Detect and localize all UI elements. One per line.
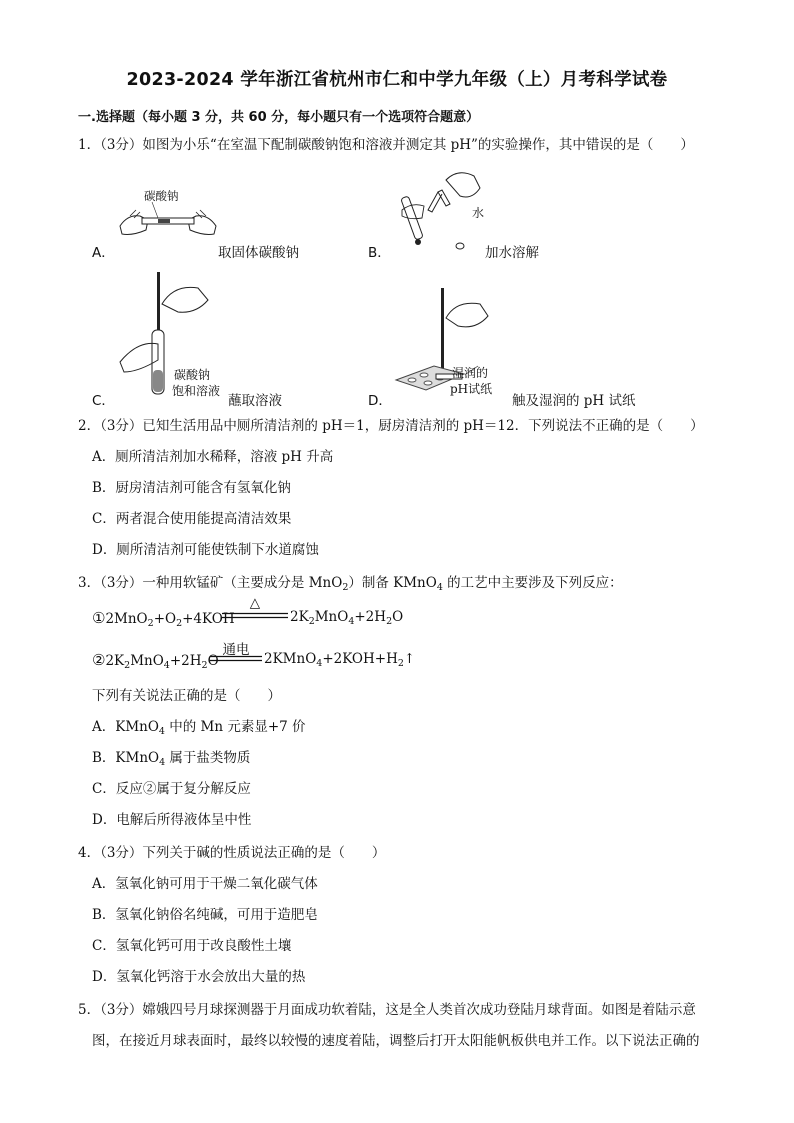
q1-option-a-caption: 取固体碳酸钠: [218, 245, 299, 261]
q3-stem-pre: 3．（3分）一种用软锰矿（主要成分是 MnO: [78, 575, 343, 591]
q1-option-a-letter: A．: [92, 245, 115, 261]
reaction-1-left: [92, 609, 235, 629]
q1-option-d-letter: D．: [368, 393, 392, 409]
q4-option-c: C．氢氧化钙可用于改良酸性土壤: [92, 938, 292, 954]
q3-ask: 下列有关说法正确的是（ ）: [92, 688, 281, 704]
figure-d-label-2: pH试纸: [450, 382, 493, 396]
reaction-2-mark: ②: [92, 651, 106, 669]
q4-option-a: A．氢氧化钠可用于干燥二氧化碳气体: [92, 876, 318, 892]
reaction-1-left-formula: $2MnO_2+O_2+4KOH$: [105, 611, 235, 629]
reaction-1-right-formula: $2K_2MnO_4+2H_2O$: [290, 609, 404, 627]
question-1-stem: 1．（3分）如图为小乐“在室温下配制碳酸钠饱和溶液并测定其 pH”的实验操作，其中错误的是（ ）: [78, 137, 694, 153]
question-4-stem: 4．（3分）下列关于碱的性质说法正确的是（ ）: [78, 845, 386, 861]
figure-c-dip-solution: [118, 270, 238, 402]
reaction-1-mark: ①: [92, 609, 106, 627]
q1-option-b-caption: 加水溶解: [485, 245, 539, 261]
q2-option-d: D．厕所清洁剂可能使铁制下水道腐蚀: [92, 542, 319, 558]
q3-stem-sub2: 4: [436, 582, 443, 593]
q3-stem-post: 的工艺中主要涉及下列反应：: [442, 575, 623, 591]
figure-a-label: 碳酸钠: [144, 189, 179, 203]
q1-option-b-letter: B．: [368, 245, 391, 261]
question-5-line-1: 5．（3分）嫦娥四号月球探测器于月面成功软着陆，这是全人类首次成功登陆月球背面。如图是着陆示意: [78, 1002, 696, 1018]
section-heading: 一.选择题（每小题 3 分，共 60 分，每小题只有一个选项符合题意）: [78, 110, 480, 125]
q3-stem-sub: 2: [342, 582, 349, 593]
reaction-2-left-formula: $2K_2MnO_4+2H_2O$: [105, 653, 219, 671]
page-title: 2023-2024 学年浙江省杭州市仁和中学九年级（上）月考科学试卷: [126, 70, 668, 90]
q2-option-a: A．厕所清洁剂加水稀释，溶液 pH 升高: [92, 449, 334, 465]
q2-option-c: C．两者混合使用能提高清洁效果: [92, 511, 292, 527]
reaction-1-right: [290, 609, 403, 627]
q4-option-d: D．氢氧化钙溶于水会放出大量的热: [92, 969, 306, 985]
figure-b-add-water: [398, 166, 488, 256]
question-5-line-2: 图，在接近月球表面时，最终以较慢的速度着陆，调整后打开太阳能帆板供电并工作。以下说法正确的: [92, 1033, 700, 1049]
figure-c-label-1: 碳酸钠: [174, 368, 211, 382]
q3-option-c: C．反应②属于复分解反应: [92, 781, 251, 797]
q4-option-b: B．氢氧化钠俗名纯碱，可用于造肥皂: [92, 907, 318, 923]
figure-a-take-solid: [118, 186, 218, 246]
q3-option-b: B．KMnO$_4$ 属于盐类物质: [92, 750, 251, 768]
figure-d-label-1: 湿润的: [452, 366, 489, 380]
question-3-stem: [78, 574, 623, 597]
reaction-2-left: [92, 651, 219, 671]
reaction-1-equals: [222, 612, 288, 620]
reaction-2-condition: 通电: [222, 642, 250, 658]
q3-option-a: A．KMnO$_4$ 中的 Mn 元素显+7 价: [92, 719, 306, 737]
q1-option-c-caption: 蘸取溶液: [228, 393, 282, 409]
reaction-2-right: [264, 651, 415, 669]
figure-c-label-2: 饱和溶液: [172, 384, 221, 398]
figure-b-label: 水: [472, 206, 485, 220]
q3-option-d: D．电解后所得液体呈中性: [92, 812, 252, 828]
q1-option-c-letter: C．: [92, 393, 115, 409]
q1-option-d-caption: 触及湿润的 pH 试纸: [512, 393, 636, 409]
figure-d-touch-wet-ph-paper: [394, 284, 524, 398]
q3-stem-mid: ）制备 KMnO: [348, 575, 437, 591]
q2-option-b: B．厨房清洁剂可能含有氢氧化钠: [92, 480, 291, 496]
question-2-stem: 2．（3分）已知生活用品中厕所清洁剂的 pH＝1，厨房清洁剂的 pH＝12．下列说法不正确的是（ ）: [78, 418, 704, 434]
reaction-2-equals: [210, 655, 262, 663]
reaction-1-condition: △: [249, 595, 261, 611]
reaction-2-right-formula: $2KMnO_4+2KOH+H_2↑$: [264, 651, 416, 669]
